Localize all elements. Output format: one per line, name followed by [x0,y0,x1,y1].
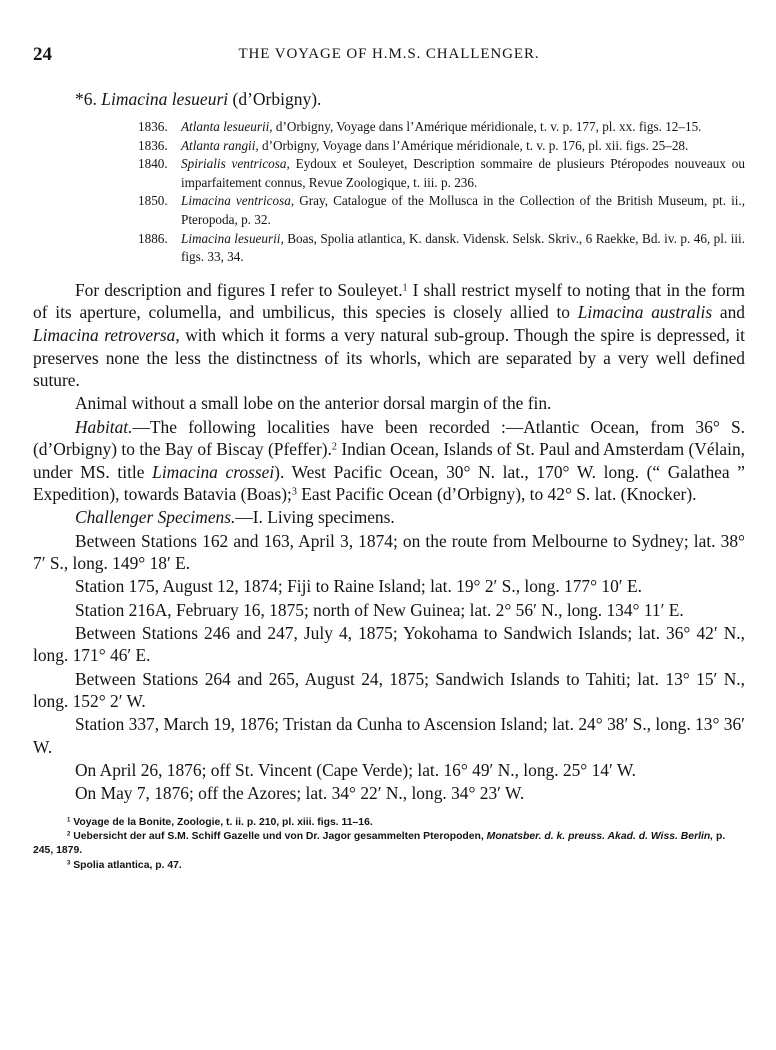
synonymy-year: 1840. [138,156,168,172]
synonymy-year: 1836. [138,119,168,134]
page-header [33,40,745,70]
footnote [33,859,745,873]
footnote-journal: Monatsber. d. k. preuss. Akad. d. Wiss. Berlin, [486,831,714,843]
synonymy-name: Limacina lesueurii, [181,230,284,246]
species-reference: Limacina australis [577,302,713,323]
footnote-text: Uebersicht der auf S.M. Schiff Gazelle und von Dr. Jagor gesammelten Pteropoden, [73,831,484,843]
synonymy-year: 1850. [138,193,168,209]
synonymy-text: Gray, Catalogue of the Mollusca in the Collection of the British Museum, pt. ii., Pteropoda, p. 32. [181,193,745,227]
animal-paragraph: Animal without a small lobe on the anterior dorsal margin of the fin. [75,393,552,414]
footnote-ref: 1 [402,282,408,294]
footnote-mark: 3 [67,860,71,867]
synonymy-entry [138,230,745,267]
species-reference: Limacina crossei [152,461,275,482]
habitat-text: Indian Ocean, Islands of St. Paul and Amsterdam (Vélain, under MS. title [33,439,745,482]
footnote-text: Voyage de la Bonite, Zoologie, t. ii. p. 210, pl. xiii. figs. 11–16. [73,816,373,828]
footnote-text: Spolia atlantica, p. 47. [73,859,182,871]
page-number: 24 [33,44,52,65]
synonymy-text: d’Orbigny, Voyage dans l’Amérique méridionale, t. v. p. 176, pl. xii. figs. 25–28. [261,137,689,153]
description-paragraph [33,279,745,392]
specimens-label: Challenger Specimens. [75,507,236,528]
footnote [33,830,745,858]
specimens-paragraph [33,506,745,529]
synonymy-year: 1836. [138,137,168,153]
synonymy-text: Boas, Spolia atlantica, K. dansk. Vidensk. Selsk. Skriv., 6 Raekke, Bd. iv. p. 46, pl. iii. figs. 33, 34. [181,230,745,265]
synonymy-list [138,118,745,267]
station-entry: On April 26, 1876; off St. Vincent (Cape Verde); lat. 16° 49′ N., long. 25° 14′ W. [75,760,636,781]
description-text: I shall restrict myself to noting that in the form of its aperture, columella, and umbilicus, this species is closely allied to [33,279,745,323]
footnote [33,816,745,830]
species-reference: Limacina retroversa [33,324,176,345]
footnote-mark: 1 [67,817,71,824]
habitat-text: ). West Pacific Ocean, 30° N. lat., 170° W. long. (“ Galathea ” Expedition), towards Batavia (Boas); [33,461,745,505]
synonymy-text: d’Orbigny, Voyage dans l’Amérique méridionale, t. v. p. 177, pl. xx. figs. 12–15. [275,119,702,134]
habitat-label: Habitat. [75,416,133,437]
species-name: Limacina lesueuri [101,89,229,109]
station-entry: Between Stations 246 and 247, July 4, 1875; Yokohama to Sandwich Islands; lat. 36° 42′ N., long. 171° 46′ E. [33,622,745,666]
species-number: *6. [75,89,97,109]
synonymy-name: Atlanta lesueurii, [181,119,273,134]
synonymy-entry [138,155,745,192]
synonymy-name: Spirialis ventricosa, [181,156,290,172]
synonymy-name: Limacina ventricosa, [181,193,295,209]
footnote-mark: 2 [67,831,71,838]
synonymy-name: Atlanta rangii, [181,137,259,153]
synonymy-text: Eydoux et Souleyet, Description sommaire de plusieurs Ptéropodes nouveaux ou imparfaitement connus, Revue Zoologique, t. iii. p. 236. [181,156,745,190]
footnote-ref: 2 [331,441,337,453]
footnote-ref: 3 [291,486,297,498]
species-authority: (d’Orbigny). [232,89,322,109]
station-entry: Between Stations 162 and 163, April 3, 1874; on the route from Melbourne to Sydney; lat. 38° 7′ S., long. 149° 18′ E. [33,530,745,574]
running-title: THE VOYAGE OF H.M.S. CHALLENGER. [238,46,540,62]
station-entry: Station 216A, February 16, 1875; north of New Guinea; lat. 2° 56′ N., long. 134° 11′ E. [75,599,684,620]
description-text: For description and figures I refer to Souleyet. [75,279,403,300]
station-entry: Between Stations 264 and 265, August 24, 1875; Sandwich Islands to Tahiti; lat. 13° 15′ N., long. 152° 2′ W. [33,668,745,712]
description-text: , with which it forms a very natural sub-group. Though the spire is depressed, it preserves none the less the distinctness of its whorls, which are separated by a very well defined suture. [33,324,745,391]
footnotes [33,816,745,873]
synonymy-entry [138,192,745,229]
habitat-paragraph [33,416,745,506]
specimens-text: —I. Living specimens. [235,507,395,528]
station-entry: On May 7, 1876; off the Azores; lat. 34° 22′ N., long. 34° 23′ W. [75,783,525,804]
station-entry: Station 337, March 19, 1876; Tristan da Cunha to Ascension Island; lat. 24° 38′ S., long. 13° 36′ W. [33,714,745,757]
body-text [33,279,745,805]
station-entry: Station 175, August 12, 1874; Fiji to Raine Island; lat. 19° 2′ S., long. 177° 10′ E. [75,576,642,597]
footnote-text: p. 245, 1879. [33,831,726,857]
habitat-text: East Pacific Ocean (d’Orbigny), to 42° S. lat. (Knocker). [296,484,697,505]
description-text: and [712,302,745,323]
synonymy-entry [138,118,745,137]
synonymy-year: 1886. [138,230,168,246]
synonymy-entry [138,137,745,156]
species-heading [75,88,745,110]
page [33,40,745,873]
habitat-text: —The following localities have been recorded :—Atlantic Ocean, from 36° S. (d’Orbigny) to the Bay of Biscay (Pfeffer). [33,416,745,460]
